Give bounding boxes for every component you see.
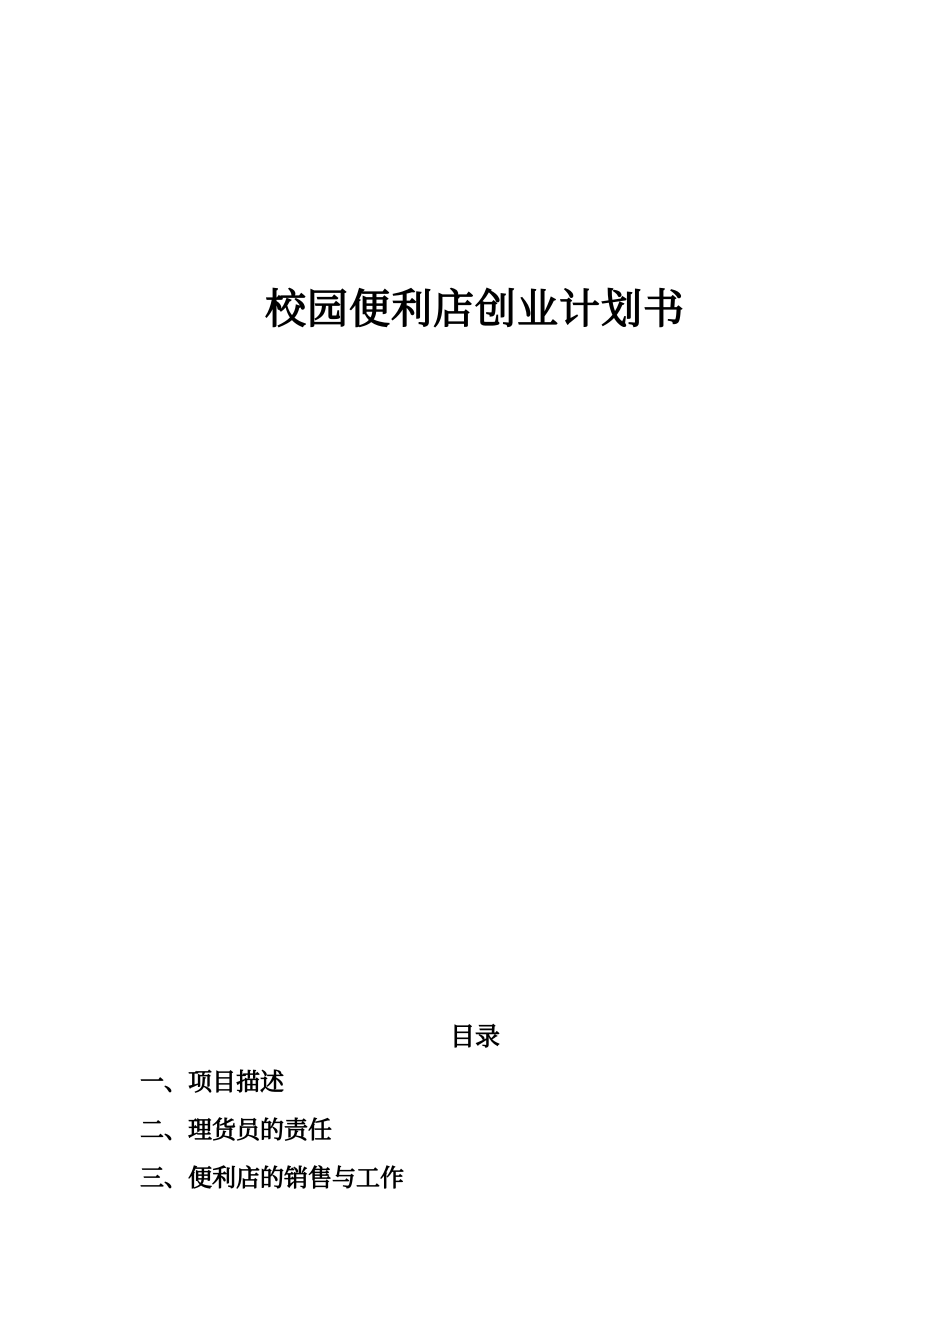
list-item: 三、便利店的销售与工作: [140, 1164, 404, 1192]
page-title: 校园便利店创业计划书: [265, 285, 685, 334]
table-of-contents-heading: 目录: [449, 1022, 500, 1051]
list-item: 二、理货员的责任: [140, 1116, 332, 1144]
table-of-contents: [140, 1070, 840, 1214]
list-item: 一、项目描述: [140, 1068, 284, 1096]
